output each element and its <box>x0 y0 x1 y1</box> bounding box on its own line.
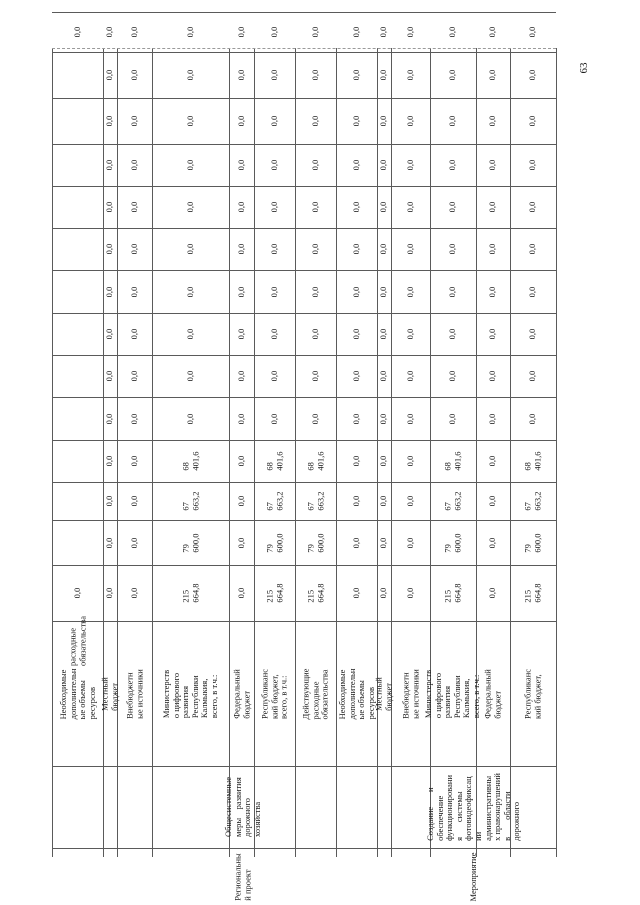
value-cell: 0,0 <box>268 115 279 127</box>
page-number: 63 <box>578 62 590 74</box>
value-cell: 0,0 <box>184 286 195 297</box>
value-cell: 0,0 <box>104 455 115 467</box>
value-cell: 0,0 <box>404 328 415 340</box>
value-cell: 0,0 <box>378 537 389 548</box>
value-cell: 0,0 <box>235 159 246 171</box>
value-cell: 215 664,8 <box>442 583 462 603</box>
value-cell: 67 663,2 <box>442 491 462 511</box>
value-cell: 0,0 <box>350 26 361 38</box>
value-cell <box>52 144 103 186</box>
value-cell: 0,0 <box>268 413 279 424</box>
value-cell: 0,0 <box>487 115 498 127</box>
value-cell: 79 600,0 <box>522 532 542 553</box>
value-cell: 0,0 <box>404 201 415 213</box>
value-cell <box>52 228 103 270</box>
value-cell: 215 664,8 <box>179 583 200 603</box>
value-cell: 0,0 <box>404 69 415 81</box>
value-cell: 0,0 <box>378 587 389 599</box>
value-cell: 0,0 <box>527 413 538 424</box>
source-cell: Необходимые дополнительн ые объемы ресурсов <box>336 668 376 719</box>
value-cell: 0,0 <box>350 587 361 599</box>
source-cell: Министерств о цифрового развития Республики Калмыкия, всего, в т.ч.: <box>160 669 219 718</box>
value-cell: 0,0 <box>527 69 538 81</box>
value-cell <box>52 52 103 98</box>
value-cell: 0,0 <box>235 587 246 599</box>
value-cell <box>52 440 103 482</box>
value-cell: 0,0 <box>104 286 115 297</box>
value-cell: 0,0 <box>235 201 246 213</box>
value-cell: 0,0 <box>447 26 458 38</box>
source-cell: Республиканс кий бюджет, всего, в т.ч.: <box>259 668 289 719</box>
value-cell: 0,0 <box>404 537 415 548</box>
value-cell: 0,0 <box>378 286 389 297</box>
value-cell: 0,0 <box>268 243 279 255</box>
category-cell: Мероприятие <box>467 851 478 902</box>
value-cell: 0,0 <box>184 413 195 424</box>
value-cell: 0,0 <box>378 69 389 81</box>
value-cell: 0,0 <box>350 495 361 507</box>
value-cell: 0,0 <box>184 69 195 81</box>
value-cell: 0,0 <box>378 26 389 38</box>
value-cell: 0,0 <box>447 243 458 255</box>
value-cell: 0,0 <box>104 328 115 340</box>
value-cell: 0,0 <box>309 328 320 340</box>
value-cell: 0,0 <box>104 115 115 127</box>
value-cell: 0,0 <box>235 243 246 255</box>
value-cell: 0,0 <box>378 455 389 467</box>
value-cell <box>52 313 103 355</box>
value-cell: 0,0 <box>104 413 115 424</box>
value-cell: 0,0 <box>184 201 195 213</box>
value-cell: 0,0 <box>378 328 389 340</box>
value-cell: 0,0 <box>309 286 320 297</box>
value-cell <box>52 397 103 440</box>
value-cell: 68 401,6 <box>304 451 325 471</box>
value-cell: 0,0 <box>128 286 139 297</box>
value-cell: 0,0 <box>404 455 415 467</box>
value-cell: 0,0 <box>309 413 320 424</box>
value-cell: 0,0 <box>128 328 139 340</box>
value-cell: 0,0 <box>350 370 361 382</box>
value-cell: 67 663,2 <box>263 491 284 511</box>
value-cell: 0,0 <box>104 537 115 548</box>
value-cell: 0,0 <box>309 201 320 213</box>
value-cell: 68 401,6 <box>522 451 542 471</box>
value-cell <box>52 520 103 565</box>
value-cell: 0,0 <box>104 26 115 38</box>
value-cell: 0,0 <box>235 26 246 38</box>
value-cell: 0,0 <box>487 26 498 38</box>
value-cell: 0,0 <box>104 495 115 507</box>
value-cell: 0,0 <box>527 370 538 382</box>
value-cell: 215 664,8 <box>522 583 542 603</box>
value-cell: 0,0 <box>378 243 389 255</box>
value-cell: 79 600,0 <box>263 532 284 553</box>
value-cell: 0,0 <box>104 243 115 255</box>
value-cell: 0,0 <box>235 69 246 81</box>
value-cell: 0,0 <box>527 115 538 127</box>
value-cell: 0,0 <box>447 69 458 81</box>
value-cell: 0,0 <box>350 413 361 424</box>
source-cell: Внебюджетн ые источники <box>399 668 420 719</box>
value-cell: 0,0 <box>527 286 538 297</box>
value-cell: 0,0 <box>128 587 139 599</box>
value-cell: 0,0 <box>235 286 246 297</box>
category-cell: Региональны й проект <box>232 852 252 901</box>
value-cell: 0,0 <box>378 201 389 213</box>
source-cell: Необходимые дополнительн ые объемы ресурсов <box>57 668 97 719</box>
value-cell: 0,0 <box>184 26 195 38</box>
value-cell: 215 664,8 <box>304 583 325 603</box>
value-cell: 0,0 <box>104 201 115 213</box>
value-cell: 0,0 <box>487 159 498 171</box>
value-cell: 0,0 <box>350 455 361 467</box>
value-cell: 0,0 <box>235 455 246 467</box>
value-cell: 0,0 <box>350 537 361 548</box>
value-cell: 0,0 <box>350 243 361 255</box>
value-cell <box>52 98 103 144</box>
source-cell: Республиканс кий бюджет, <box>522 668 542 719</box>
value-cell: 0,0 <box>447 413 458 424</box>
value-cell: 0,0 <box>309 26 320 38</box>
value-cell: 0,0 <box>350 286 361 297</box>
value-cell: 0,0 <box>104 69 115 81</box>
value-cell: 0,0 <box>104 370 115 382</box>
value-cell: 67 663,2 <box>522 491 542 511</box>
value-cell: 0,0 <box>235 370 246 382</box>
value-cell: 79 600,0 <box>179 532 200 553</box>
value-cell: 0,0 <box>128 69 139 81</box>
source-cell: Местный бюджет <box>99 676 119 711</box>
value-cell: 0,0 <box>235 328 246 340</box>
value-cell: 0,0 <box>71 26 82 38</box>
value-cell: 0,0 <box>404 286 415 297</box>
project-name-cell: Общесистемные меры развития дорожного хозяйства <box>222 777 262 837</box>
value-cell: 0,0 <box>378 495 389 507</box>
value-cell: 0,0 <box>487 328 498 340</box>
value-cell: 0,0 <box>309 243 320 255</box>
value-cell: 0,0 <box>487 201 498 213</box>
value-cell: 0,0 <box>404 159 415 171</box>
value-cell: 0,0 <box>309 69 320 81</box>
value-cell: 0,0 <box>487 495 498 507</box>
value-cell: 0,0 <box>128 26 139 38</box>
value-cell: 0,0 <box>350 159 361 171</box>
value-cell: 0,0 <box>487 286 498 297</box>
value-cell: 0,0 <box>350 69 361 81</box>
value-cell: 0,0 <box>404 495 415 507</box>
value-cell: 0,0 <box>404 115 415 127</box>
value-cell: 0,0 <box>184 159 195 171</box>
source-cell: Федеральный бюджет <box>230 668 251 719</box>
measure-name-cell: Создание и обеспечение функционировани я системы фотовидеофиксац ии административны х правонарушений в области дорожного <box>424 773 521 841</box>
value-cell: 0,0 <box>350 201 361 213</box>
value-cell: 0,0 <box>487 370 498 382</box>
value-cell: 0,0 <box>104 159 115 171</box>
value-cell: 0,0 <box>487 69 498 81</box>
value-cell <box>52 186 103 228</box>
source-cell: расходные обязательства <box>66 615 87 666</box>
value-cell: 0,0 <box>350 115 361 127</box>
value-cell: 0,0 <box>487 537 498 548</box>
value-cell <box>52 270 103 313</box>
grid-line <box>556 48 557 857</box>
value-cell: 0,0 <box>268 26 279 38</box>
value-cell: 0,0 <box>71 587 82 599</box>
value-cell: 0,0 <box>184 370 195 382</box>
value-cell: 0,0 <box>184 328 195 340</box>
source-cell: Местный бюджет <box>373 676 393 711</box>
value-cell: 0,0 <box>128 537 139 548</box>
source-cell: Действующие расходные обязательства <box>300 668 330 719</box>
value-cell: 0,0 <box>128 159 139 171</box>
value-cell: 0,0 <box>128 495 139 507</box>
source-cell: Федеральный бюджет <box>482 668 502 719</box>
value-cell: 0,0 <box>128 370 139 382</box>
value-cell: 68 401,6 <box>263 451 284 471</box>
value-cell: 68 401,6 <box>442 451 462 471</box>
value-cell: 0,0 <box>309 370 320 382</box>
value-cell: 0,0 <box>447 328 458 340</box>
value-cell: 0,0 <box>268 328 279 340</box>
value-cell: 0,0 <box>527 26 538 38</box>
value-cell: 0,0 <box>527 201 538 213</box>
value-cell: 0,0 <box>404 587 415 599</box>
value-cell: 215 664,8 <box>263 583 284 603</box>
value-cell: 67 663,2 <box>304 491 325 511</box>
value-cell: 0,0 <box>184 243 195 255</box>
value-cell: 0,0 <box>378 413 389 424</box>
value-cell: 0,0 <box>128 413 139 424</box>
value-cell: 0,0 <box>527 159 538 171</box>
value-cell: 0,0 <box>404 26 415 38</box>
value-cell: 0,0 <box>350 328 361 340</box>
value-cell: 0,0 <box>404 243 415 255</box>
value-cell: 0,0 <box>447 201 458 213</box>
value-cell: 0,0 <box>128 115 139 127</box>
value-cell: 79 600,0 <box>304 532 325 553</box>
value-cell: 0,0 <box>527 328 538 340</box>
value-cell: 0,0 <box>235 537 246 548</box>
value-cell: 0,0 <box>128 243 139 255</box>
value-cell: 0,0 <box>447 159 458 171</box>
value-cell: 0,0 <box>487 587 498 599</box>
value-cell: 0,0 <box>235 413 246 424</box>
value-cell: 0,0 <box>184 115 195 127</box>
value-cell: 0,0 <box>487 455 498 467</box>
value-cell: 0,0 <box>378 370 389 382</box>
value-cell: 0,0 <box>527 243 538 255</box>
value-cell: 0,0 <box>447 286 458 297</box>
value-cell: 0,0 <box>104 587 115 599</box>
value-cell: 0,0 <box>378 115 389 127</box>
value-cell: 0,0 <box>235 495 246 507</box>
value-cell: 79 600,0 <box>442 532 462 553</box>
value-cell: 0,0 <box>268 159 279 171</box>
value-cell: 0,0 <box>378 159 389 171</box>
value-cell: 0,0 <box>404 413 415 424</box>
value-cell: 68 401,6 <box>179 451 200 471</box>
source-cell: Министерств о цифрового развития Республики Калмыкия, всего, в т.ч.: <box>423 669 482 718</box>
value-cell: 0,0 <box>268 69 279 81</box>
value-cell: 0,0 <box>487 413 498 424</box>
value-cell: 0,0 <box>447 115 458 127</box>
value-cell: 0,0 <box>235 115 246 127</box>
value-cell <box>52 355 103 397</box>
value-cell: 0,0 <box>309 115 320 127</box>
value-cell: 0,0 <box>268 286 279 297</box>
value-cell: 0,0 <box>128 455 139 467</box>
value-cell: 0,0 <box>268 370 279 382</box>
value-cell: 0,0 <box>309 159 320 171</box>
value-cell: 0,0 <box>128 201 139 213</box>
source-cell: Внебюджетн ые источники <box>123 668 144 719</box>
value-cell: 67 663,2 <box>179 491 200 511</box>
value-cell: 0,0 <box>447 370 458 382</box>
value-cell <box>52 482 103 520</box>
value-cell: 0,0 <box>404 370 415 382</box>
value-cell: 0,0 <box>487 243 498 255</box>
value-cell: 0,0 <box>268 201 279 213</box>
